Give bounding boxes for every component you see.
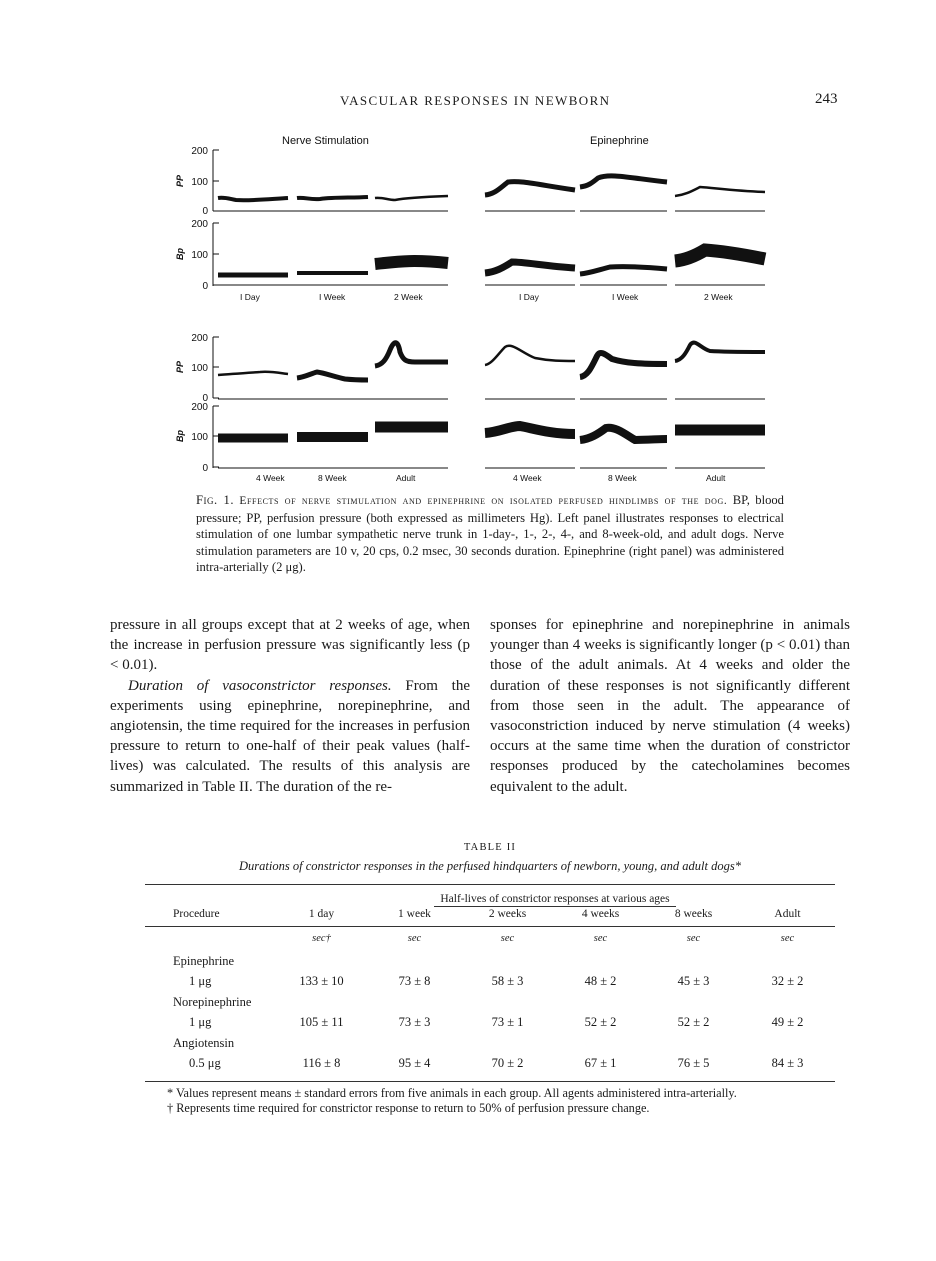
trace-bp-epi-1week: [580, 267, 667, 274]
table-cell: 76 ± 5: [677, 1056, 710, 1070]
table-label: TABLE II: [463, 842, 517, 853]
table-cell: 52 ± 2: [677, 1015, 710, 1029]
age-label-nerve-8week: 8 Week: [318, 473, 347, 483]
run-in-heading: Duration of vasoconstrictor responses.: [128, 677, 392, 694]
col-header-1week: 1 week: [398, 908, 431, 920]
age-label-epi-1day: I Day: [519, 292, 539, 302]
paragraph-left-2-text: From the experiments using epinephrine, norepinephrine, and angiotensin, the time required for the increases in perfusion pressure to return to one-half of their peak values (half-lives) was calculated. The results of this analysis are summarized in Table II. The duration of the re-: [110, 677, 470, 795]
trace-pp-nerve-2week: [375, 196, 448, 200]
table-cell: 49 ± 2: [771, 1015, 804, 1029]
unit-1week: sec: [407, 933, 422, 944]
tick-pp-bottom-100: 100: [191, 363, 208, 374]
age-label-nerve-2week: 2 Week: [394, 292, 423, 302]
caption-label: Fig. 1.: [196, 493, 234, 507]
body-column-left: [110, 615, 470, 797]
label-pp-bottom: PP: [175, 360, 185, 374]
table-cell: 95 ± 4: [398, 1056, 431, 1070]
dose-angiotensin: 0.5 μg: [189, 1056, 221, 1070]
table-ii: [145, 842, 835, 1115]
agent-epinephrine: Epinephrine: [173, 954, 235, 968]
trace-pp-epi-2week: [675, 187, 765, 196]
running-title: VASCULAR RESPONSES IN NEWBORN: [340, 93, 611, 108]
label-bp-top: Bp: [175, 248, 185, 260]
table-cell: 105 ± 11: [299, 1015, 344, 1029]
agent-angiotensin: Angiotensin: [173, 1036, 235, 1050]
unit-8weeks: sec: [686, 933, 701, 944]
age-label-nerve-1week: I Week: [319, 292, 346, 302]
table-group-header: Half-lives of constrictor responses at various ages: [434, 893, 675, 907]
dose-epinephrine: 1 μg: [189, 974, 212, 988]
trace-pp-epi-8week: [580, 353, 667, 377]
paragraph-left-2: [110, 676, 470, 797]
tick-pp-top-200: 200: [191, 146, 208, 157]
trace-bp-epi-2week: [675, 250, 765, 261]
trace-pp-nerve-8week: [297, 372, 368, 380]
traces-pp-nerve-top: [218, 196, 448, 211]
figure-1: [170, 128, 790, 488]
figure-1-graphic: [170, 128, 790, 488]
caption-title: Effects of nerve stimulation and epinephrine on isolated perfused hindlimbs of the dog.: [239, 495, 728, 507]
unit-adult: sec: [780, 933, 795, 944]
footnote-dagger: † Represents time required for constrictor response to return to 50% of perfusion pressure change.: [167, 1100, 650, 1115]
trace-pp-epi-4week: [485, 346, 575, 365]
table-cell: 133 ± 10: [299, 974, 344, 988]
trace-pp-nerve-adult: [375, 343, 448, 366]
table-caption: Durations of constrictor responses in the perfused hindquarters of newborn, young, and adult dogs*: [239, 859, 741, 873]
trace-bp-epi-4week: [485, 426, 575, 434]
tick-bp-top-0: 0: [202, 281, 208, 292]
tick-bp-bottom-0: 0: [202, 463, 208, 474]
age-label-nerve-4week: 4 Week: [256, 473, 285, 483]
col-header-adult: Adult: [774, 908, 801, 920]
title-epinephrine: Epinephrine: [590, 135, 649, 147]
axis-bp-bottom: [175, 402, 219, 474]
table-cell: 73 ± 8: [398, 974, 431, 988]
unit-2weeks: sec: [500, 933, 515, 944]
table-units-row: [145, 933, 835, 948]
table-cell: 116 ± 8: [302, 1056, 341, 1070]
table-row: [145, 948, 835, 969]
table-cell: 73 ± 1: [491, 1015, 524, 1029]
traces-pp-nerve-bottom: [218, 343, 448, 399]
table-cell: 67 ± 1: [584, 1056, 617, 1070]
table-cell: 70 ± 2: [491, 1056, 524, 1070]
table-row: [145, 989, 835, 1010]
traces-pp-epi-top: [485, 176, 765, 211]
title-nerve-stimulation: Nerve Stimulation: [282, 135, 369, 147]
trace-pp-epi-1week: [580, 176, 667, 187]
table-cell: 73 ± 3: [398, 1015, 431, 1029]
table-cell: 48 ± 2: [584, 974, 617, 988]
footnote-values: * Values represent means ± standard errors from five animals in each group. All agents administered intra-arterially.: [167, 1086, 737, 1100]
trace-pp-nerve-4week: [218, 372, 288, 375]
traces-pp-epi-bottom: [485, 343, 765, 399]
trace-bp-epi-1day: [485, 262, 575, 273]
unit-4weeks: sec: [593, 933, 608, 944]
col-header-1day: 1 day: [308, 908, 335, 920]
table-column-headers: [145, 905, 835, 927]
traces-bp-epi-top: [485, 250, 765, 285]
col-header-8weeks: 8 weeks: [674, 908, 713, 920]
paragraph-right-1: sponses for epinephrine and norepinephrine in animals younger than 4 weeks is significantly longer (p < 0.01) than those of the adult animals. At 4 weeks and older the duration of these responses is not significantly different from those seen in the adult. The appearance of vasoconstriction induced by nerve stimulation (4 weeks) occurs at the same time when the duration of constrictor responses produced by the catecholamines becomes equivalent to the adult.: [490, 617, 850, 795]
trace-bp-nerve-2week: [375, 261, 448, 264]
traces-bp-nerve-top: [218, 261, 448, 285]
age-label-nerve-1day: I Day: [240, 292, 260, 302]
table-row: [145, 1030, 835, 1051]
axis-bp-top: [175, 219, 219, 292]
col-header-4weeks: 4 weeks: [581, 908, 620, 920]
table-footnotes: [145, 1086, 835, 1115]
caption-text: BP, blood pressure; PP, perfusion pressure (both expressed as millimeters Hg). Left panel illustrates responses to electrical stimulation of one lumbar sympathetic nerve trunk in 1-day-, 1-, 2-, 4-, and 8-week-old, and adult dogs. Nerve stimulation parameters are 10 v, 20 cps, 0.2 msec, 30 seconds duration. Epinephrine (right panel) was administered intra-arterially (2 μg).: [196, 493, 784, 575]
age-label-nerve-adult: Adult: [396, 473, 416, 483]
tick-pp-bottom-200: 200: [191, 333, 208, 344]
age-label-epi-2week: 2 Week: [704, 292, 733, 302]
col-header-procedure: Procedure: [173, 908, 220, 920]
table-cell: 58 ± 3: [491, 974, 524, 988]
table-row: [145, 969, 835, 989]
traces-bp-nerve-bottom: [218, 427, 448, 468]
tick-bp-bottom-100: 100: [191, 432, 208, 443]
body-column-right: [490, 615, 850, 797]
durations-table: [145, 885, 835, 1082]
trace-pp-nerve-1week: [297, 197, 368, 199]
age-label-epi-8week: 8 Week: [608, 473, 637, 483]
table-cell: 32 ± 2: [771, 974, 804, 988]
tick-bp-top-200: 200: [191, 219, 208, 230]
axis-pp-top: [175, 146, 219, 217]
tick-pp-bottom-0: 0: [202, 393, 208, 404]
table-cell: 84 ± 3: [771, 1056, 804, 1070]
tick-pp-top-0: 0: [202, 206, 208, 217]
trace-bp-epi-8week: [580, 428, 667, 440]
age-label-epi-1week: I Week: [612, 292, 639, 302]
unit-1day: sec†: [312, 933, 331, 944]
trace-pp-nerve-1day: [218, 198, 288, 201]
trace-pp-epi-1day: [485, 182, 575, 195]
page-number: 243: [815, 91, 838, 107]
axis-pp-bottom: [175, 333, 219, 404]
age-label-epi-adult: Adult: [706, 473, 726, 483]
paragraph-left-1: pressure in all groups except that at 2 weeks of age, when the increase in perfusion pressure was significantly less (p < 0.01).: [110, 617, 470, 674]
table-group-header-cell: [275, 885, 835, 905]
table-row: [145, 1051, 835, 1071]
label-bp-bottom: Bp: [175, 430, 185, 442]
table-cell: 45 ± 3: [677, 974, 710, 988]
table-cell: 52 ± 2: [584, 1015, 617, 1029]
col-header-2weeks: 2 weeks: [488, 908, 527, 920]
traces-bp-epi-bottom: [485, 426, 765, 468]
dose-norepinephrine: 1 μg: [189, 1015, 212, 1029]
label-pp-top: PP: [175, 174, 185, 188]
agent-norepinephrine: Norepinephrine: [173, 995, 252, 1009]
age-label-epi-4week: 4 Week: [513, 473, 542, 483]
tick-pp-top-100: 100: [191, 177, 208, 188]
trace-pp-epi-adult: [675, 343, 765, 361]
table-row: [145, 1010, 835, 1030]
tick-bp-bottom-200: 200: [191, 402, 208, 413]
tick-bp-top-100: 100: [191, 250, 208, 261]
figure-caption: [196, 492, 784, 576]
